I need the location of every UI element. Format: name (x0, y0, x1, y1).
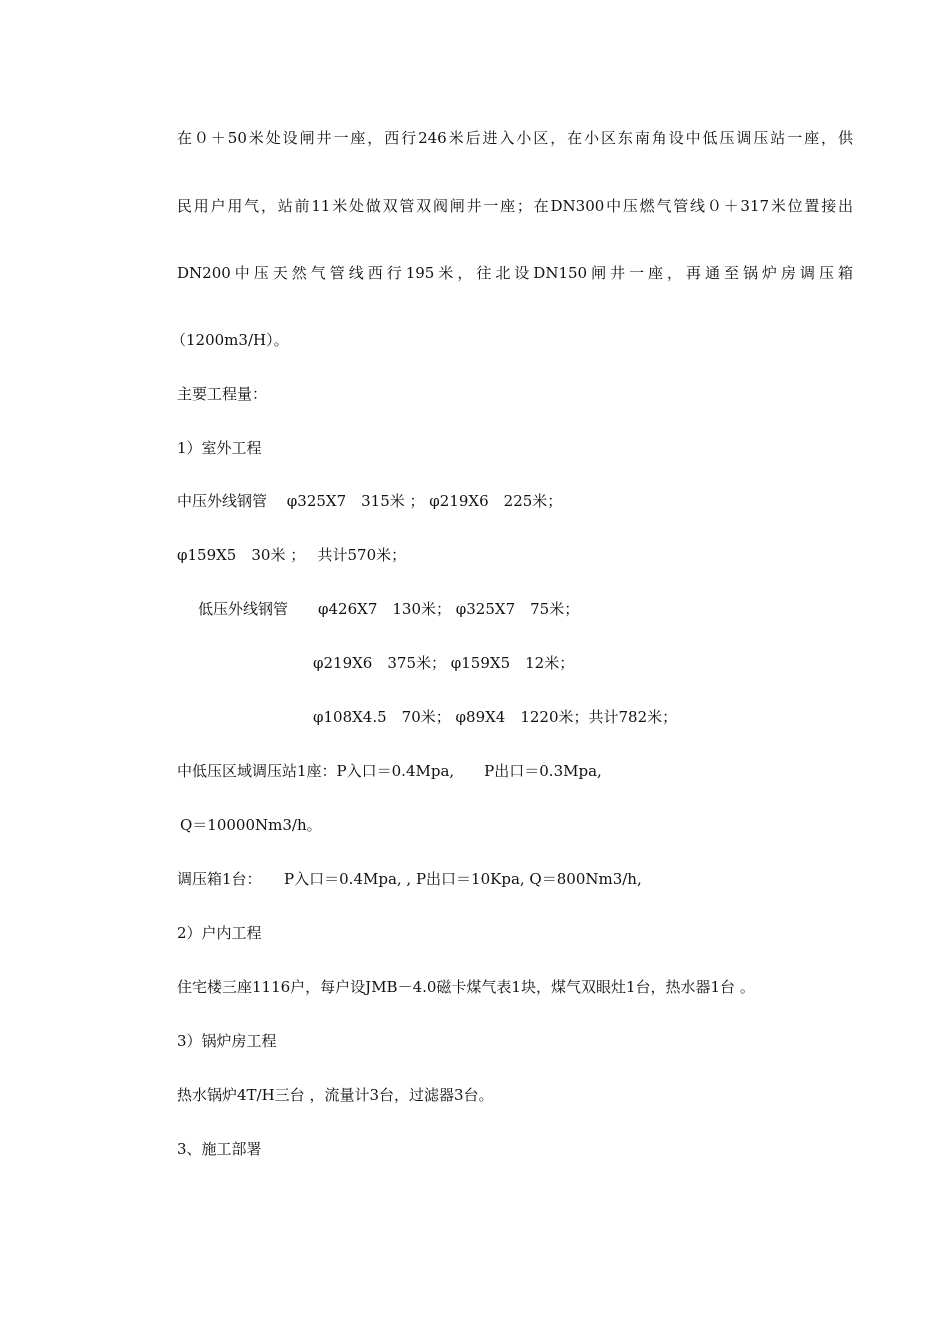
subsection-boiler-room: 3）锅炉房工程 (177, 1032, 277, 1050)
item-boilers: 热水锅炉4T/H三台 ，流量计3台，过滤器3台。 (177, 1086, 494, 1104)
item-regulator-station: 中低压区域调压站1座：P入口＝0.4Mpa, P出口＝0.3Mpa, (177, 762, 602, 780)
paragraph-line-3: DN200中压天然气管线西行195米，往北设DN150闸井一座，再通至锅炉房调压箱 (177, 264, 853, 282)
paragraph-line-2: 民用户用气，站前11米处做双管双阀闸井一座；在DN300中压燃气管线０＋317米位置接出 (177, 197, 853, 215)
section-heading-construction: 3、施工部署 (177, 1140, 262, 1158)
section-heading-main-quantities: 主要工程量： (177, 385, 268, 403)
item-residential: 住宅楼三座1116户，每户设JMB－4.0磁卡煤气表1块，煤气双眼灶1台，热水器1台 。 (177, 978, 755, 996)
item-medium-pressure-pipe: 中压外线钢管 φ325X7 315米 ； φ219X6 225米； (177, 492, 563, 510)
item-low-pressure-pipe: 低压外线钢管 φ426X7 130米； φ325X7 75米； (198, 600, 580, 618)
subsection-indoor: 2）户内工程 (177, 924, 262, 942)
item-low-pressure-pipe-cont-2: φ108X4.5 70米； φ89X4 1220米；共计782米； (313, 708, 678, 726)
item-medium-pressure-pipe-cont: φ159X5 30米 ； 共计570米； (177, 546, 407, 564)
paragraph-line-1: 在０＋50米处设闸井一座，西行246米后进入小区，在小区东南角设中低压调压站一座，供 (177, 129, 853, 147)
item-regulator-station-flow: Q＝10000Nm3/h。 (180, 816, 322, 834)
item-low-pressure-pipe-cont-1: φ219X6 375米； φ159X5 12米； (313, 654, 575, 672)
item-regulator-box: 调压箱1台： P入口＝0.4Mpa, , P出口＝10Kpa, Q＝800Nm3/h, (177, 870, 642, 888)
subsection-outdoor: 1）室外工程 (177, 439, 262, 457)
paragraph-line-4: （1200m3/H）。 (171, 331, 289, 349)
